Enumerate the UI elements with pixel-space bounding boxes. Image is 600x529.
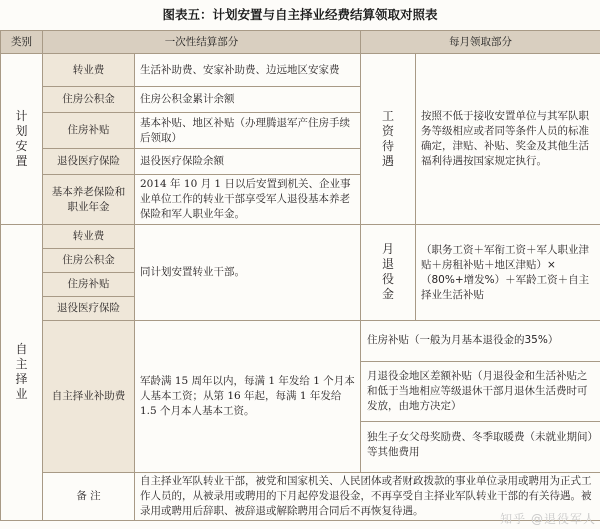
monthly-desc-salary: 按照不低于接收安置单位与其军队职务等级相应或者同等条件人员的标准确定，津贴、补贴、奖金及其他生活福利待遇按国家规定执行。 <box>416 54 600 225</box>
item-desc: 退役医疗保险余额 <box>135 149 361 175</box>
item-label: 住房公积金 <box>43 249 135 273</box>
item-desc: 军龄满 15 周年以内，每满 1 年发给 1 个月本人基本工资；从第 16 年起，每满 1 年发给 1.5 个月本人基本工资。 <box>135 321 361 473</box>
item-label: 住房公积金 <box>43 87 135 113</box>
page-title: 图表五：计划安置与自主择业经费结算领取对照表 <box>162 7 438 22</box>
extras-list <box>361 321 600 469</box>
extra-item: 住房补贴（一般为月基本退役金的35%） <box>361 321 600 361</box>
header-monthly: 每月领取部分 <box>361 31 600 54</box>
monthly-label-pension: 月退役金 <box>361 225 416 321</box>
item-label: 住房补贴 <box>43 113 135 149</box>
header-lump-sum: 一次性结算部分 <box>43 31 361 54</box>
category-self: 自主择业 <box>1 225 43 521</box>
extras-cell <box>361 321 600 473</box>
item-desc: 基本补贴、地区补贴（办理腾退军产住房手续后领取） <box>135 113 361 149</box>
item-label: 基本养老保险和职业年金 <box>43 175 135 225</box>
watermark: 知乎 @退役军人 <box>500 512 596 526</box>
item-label: 退役医疗保险 <box>43 297 135 321</box>
item-label: 住房补贴 <box>43 273 135 297</box>
item-desc-same: 同计划安置转业干部。 <box>135 225 361 321</box>
note-text: 自主择业军队转业干部，被党和国家机关、人民团体或者财政拨款的事业单位录用或聘用为正式工作人员的，从被录用或聘用的下月起停发退役金，不再享受自主择业军队转业干部的有关待遇。被录用或聘用后辞职、被辞退或解除聘用合同后不再恢复待遇。 <box>135 473 600 521</box>
note-label: 备 注 <box>43 473 135 521</box>
monthly-desc-pension: （职务工资＋军衔工资＋军人职业津贴＋房租补贴＋地区津贴）×（80%+增发%）＋军龄工资＋自主择业生活补贴 <box>416 225 600 321</box>
table-row <box>1 54 600 87</box>
monthly-label-salary: 工资待遇 <box>361 54 416 225</box>
header-category: 类别 <box>1 31 43 54</box>
item-label: 转业费 <box>43 225 135 249</box>
category-planned: 计划安置 <box>1 54 43 225</box>
item-desc: 住房公积金累计余额 <box>135 87 361 113</box>
item-label: 转业费 <box>43 54 135 87</box>
comparison-table <box>0 30 600 521</box>
item-label: 自主择业补助费 <box>43 321 135 473</box>
table-row <box>1 225 600 249</box>
extra-item: 月退役金地区差额补贴（月退役金和生活补贴之和低于当地相应等级退休干部月退休生活费时可发放，由地方决定） <box>361 361 600 421</box>
item-desc: 生活补助费、安家补助费、边远地区安家费 <box>135 54 361 87</box>
extra-item: 独生子女父母奖励费、冬季取暖费（未就业期间）等其他费用 <box>367 431 593 459</box>
item-desc: 2014 年 10 月 1 日以后安置到机关、企业事业单位工作的转业干部享受军人退役基本养老保险和军人职业年金。 <box>135 175 361 225</box>
item-label: 退役医疗保险 <box>43 149 135 175</box>
table-header-row <box>1 31 600 54</box>
table-row <box>1 321 600 473</box>
